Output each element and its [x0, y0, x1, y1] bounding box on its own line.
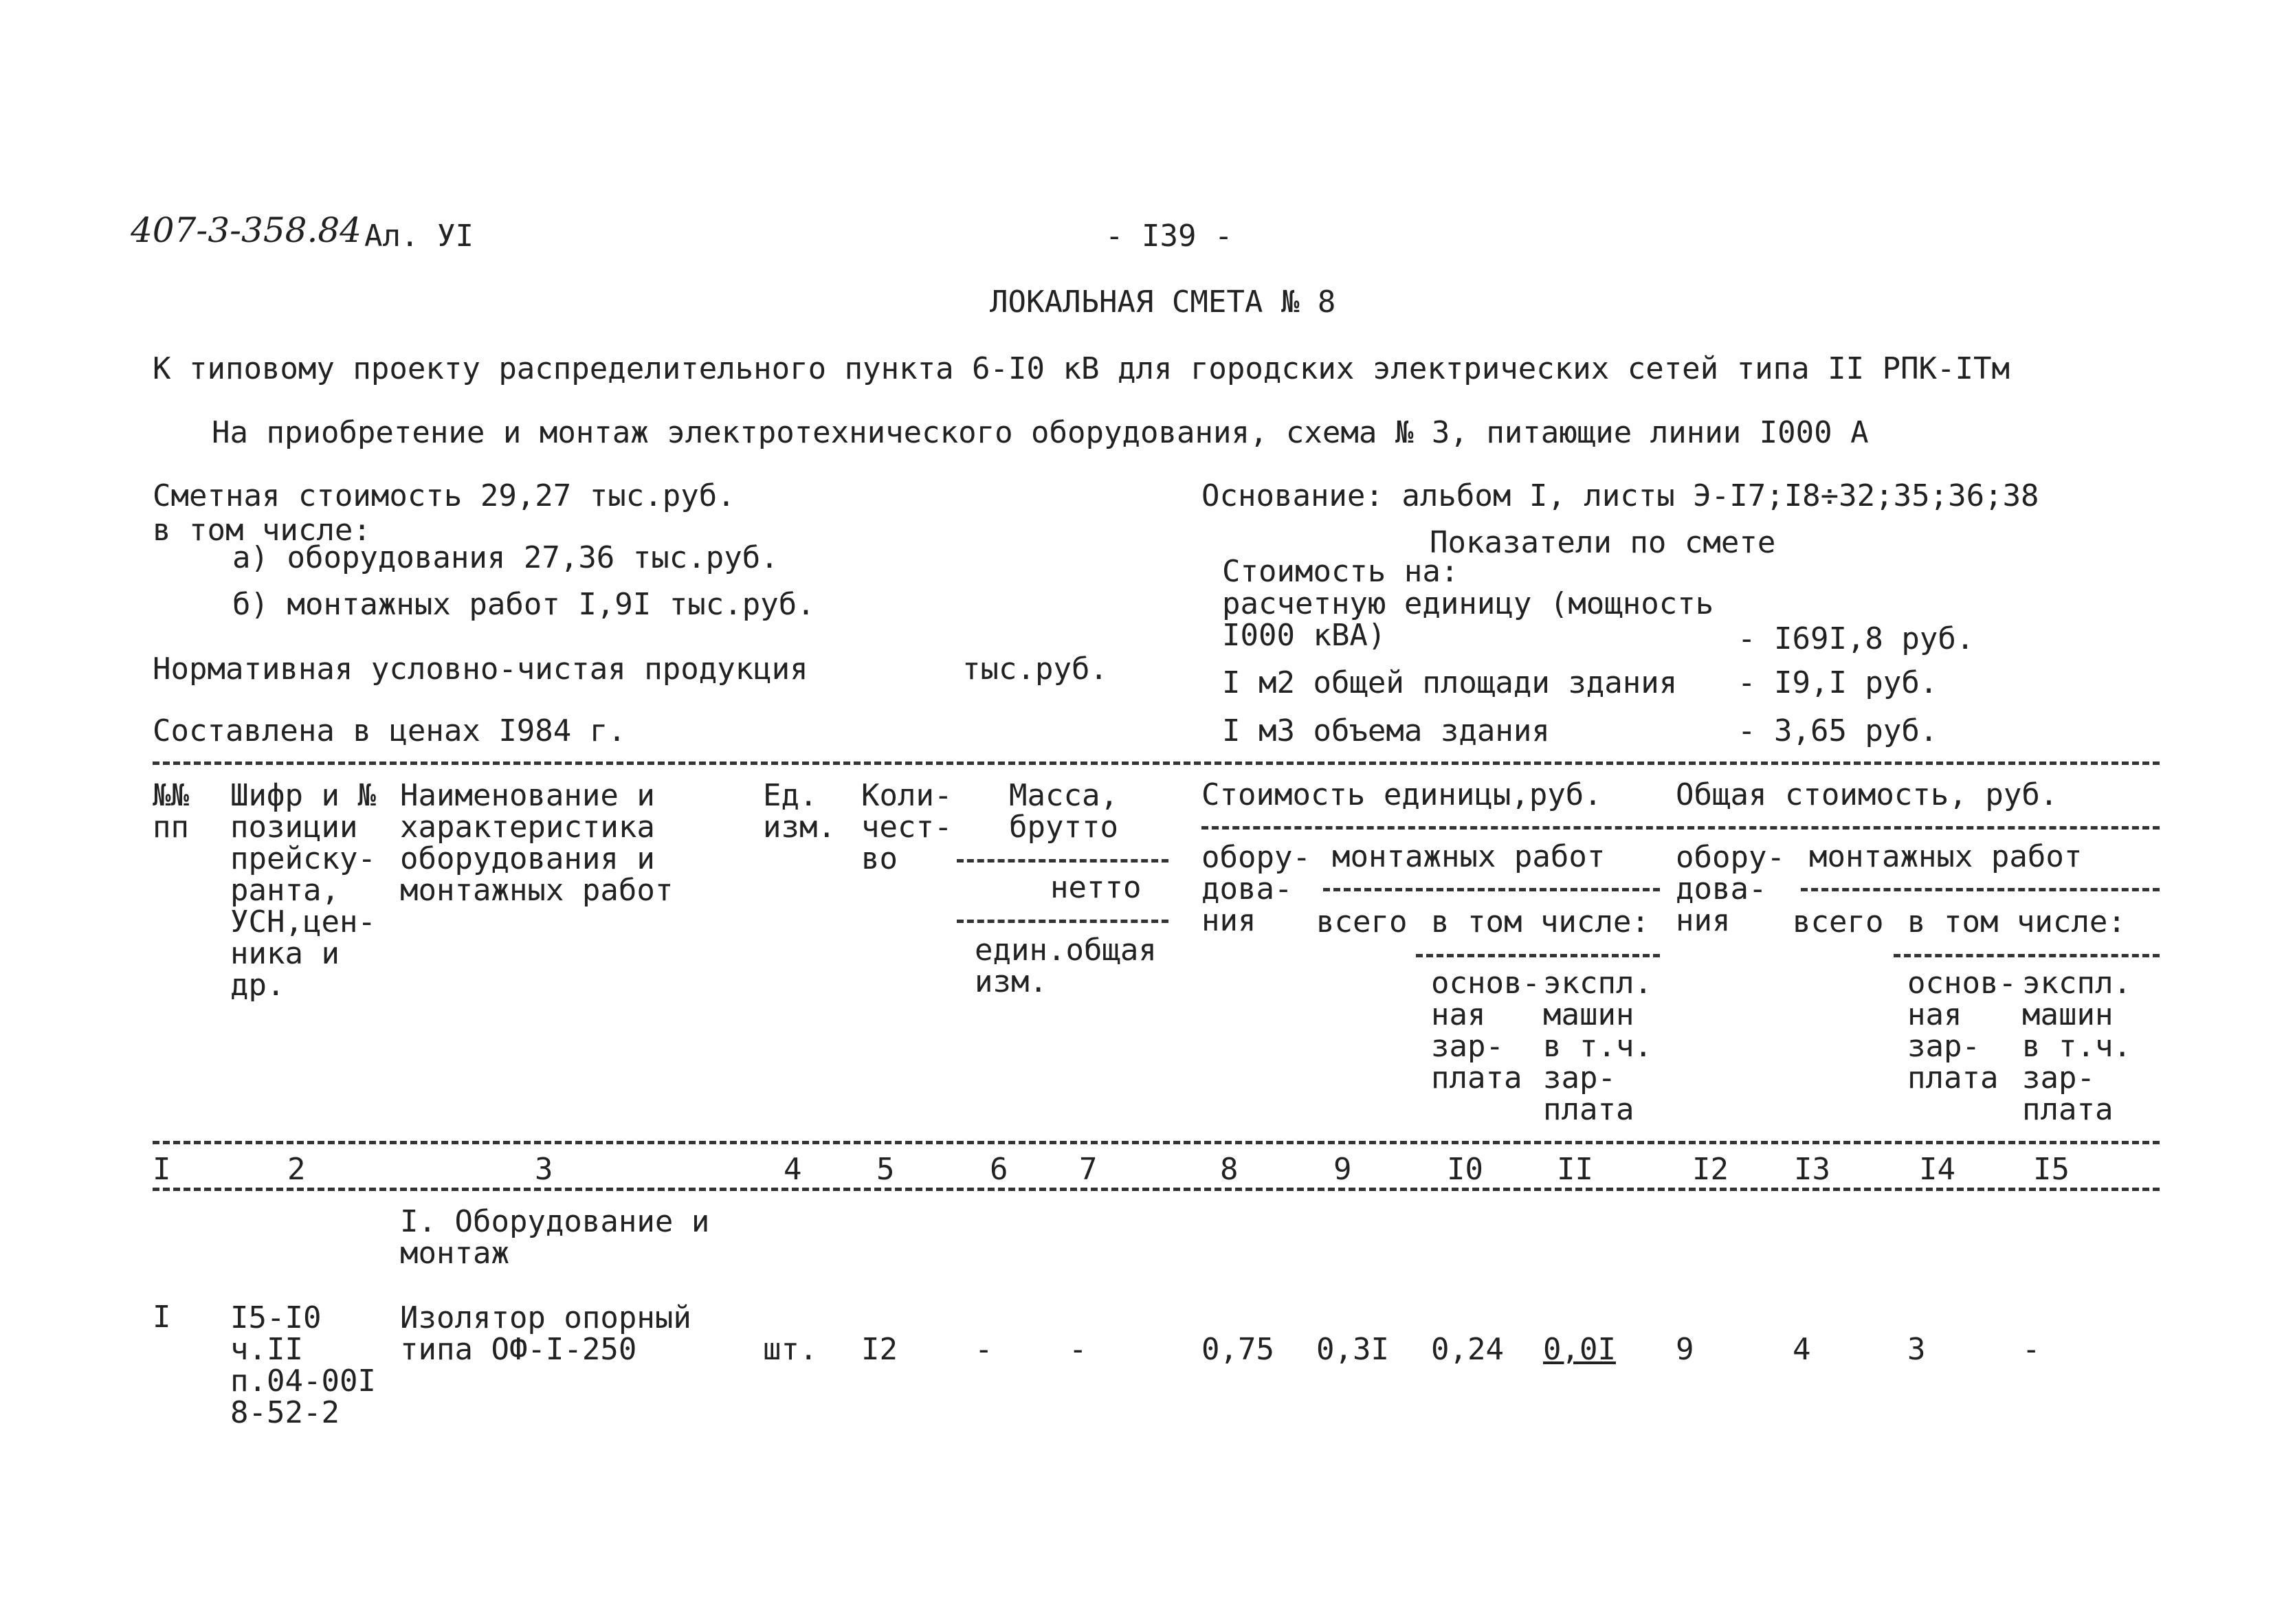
row-name: Изолятор опорный типа ОФ-I-250: [400, 1300, 691, 1367]
cost-for-label: Стоимость на:: [1222, 554, 1459, 589]
row-machine: 0,0I: [1543, 1332, 1616, 1367]
section-heading: I. Оборудование и монтаж: [400, 1204, 710, 1271]
header-mass-sub: един.общая изм.: [975, 933, 1157, 999]
header-mounting-unit: монтажных работ: [1332, 839, 1606, 874]
column-numbers-rule: [153, 1188, 2160, 1191]
header-all-unit: всего: [1316, 904, 1408, 939]
col-num-8: 8: [1220, 1152, 1239, 1187]
indicator-volume-value: - 3,65 руб.: [1738, 713, 1938, 748]
row-base-pay: 0,24: [1431, 1332, 1504, 1367]
album-number: Ал. УI: [364, 219, 474, 254]
normative-production-unit: тыс.руб.: [962, 652, 1108, 687]
col-num-4: 4: [784, 1152, 802, 1187]
header-including-total: в том числе:: [1907, 904, 2126, 939]
row-number: I: [153, 1300, 171, 1335]
indicator-unit-label: расчетную единицу (мощность I000 кВА): [1222, 586, 1714, 653]
col-num-12: I2: [1692, 1152, 1729, 1187]
estimate-cost: Сметная стоимость 29,27 тыс.руб.: [153, 478, 735, 513]
row-mounting-total: 4: [1793, 1332, 1811, 1367]
col-num-11: II: [1557, 1152, 1593, 1187]
header-bottom-rule: [153, 1141, 2160, 1144]
col-num-5: 5: [876, 1152, 895, 1187]
compiled-prices: Составлена в ценах I984 г.: [153, 713, 626, 748]
estimate-subject: На приобретение и монтаж электротехнического оборудования, схема № 3, питающие линии I000 А: [212, 415, 1869, 450]
row-unit: шт.: [763, 1332, 818, 1367]
header-machine-total: экспл. машин в т.ч. зар- плата: [2022, 966, 2131, 1127]
indicators-title: Показатели по смете: [1430, 525, 1776, 560]
indicator-unit-value: - I69I,8 руб.: [1738, 621, 1975, 656]
row-machine-total: -: [2022, 1332, 2041, 1367]
header-all-total: всего: [1793, 904, 1884, 939]
project-description: К типовому проекту распределительного пункта 6-I0 кВ для городских электрических сетей типа II РПК-IТм: [153, 351, 2010, 386]
incl-rule-total: [1894, 954, 2160, 957]
cost-rule-1: [1201, 826, 2160, 830]
row-quantity: I2: [861, 1332, 898, 1367]
col-num-10: I0: [1447, 1152, 1483, 1187]
col-num-1: I: [153, 1152, 171, 1187]
header-machine-unit: экспл. машин в т.ч. зар- плата: [1543, 966, 1652, 1127]
header-base-pay-total: основ- ная зар- плата: [1907, 966, 2017, 1095]
row-code: I5-I0 ч.II п.04-00I 8-52-2: [230, 1300, 376, 1430]
header-equipment-unit: обору- дова- ния: [1201, 840, 1311, 938]
table-top-rule: [153, 761, 2160, 765]
incl-rule-unit: [1416, 954, 1660, 957]
normative-production-label: Нормативная условно-чистая продукция: [153, 652, 808, 687]
row-mass-unit: -: [975, 1332, 993, 1367]
col-num-7: 7: [1079, 1152, 1098, 1187]
mount-rule-total: [1801, 888, 2160, 891]
mass-rule-1: [957, 859, 1168, 863]
basis: Основание: альбом I, листы Э-I7;I8÷32;35;36;38: [1201, 478, 2039, 513]
indicator-area-value: - I9,I руб.: [1738, 665, 1938, 700]
col-num-2: 2: [287, 1152, 306, 1187]
indicator-volume-label: I м3 объема здания: [1222, 713, 1550, 748]
mounting-cost: б) монтажных работ I,9I тыс.руб.: [232, 587, 815, 622]
header-total-cost: Общая стоимость, руб.: [1676, 777, 2059, 812]
document-code: 407-3-358.84: [131, 210, 362, 250]
header-row-number: №№ пп: [153, 778, 189, 845]
header-unit: Ед. изм.: [763, 778, 836, 845]
row-equipment-unit-cost: 0,75: [1201, 1332, 1274, 1367]
col-num-6: 6: [990, 1152, 1008, 1187]
equipment-cost: а) оборудования 27,36 тыс.руб.: [232, 540, 779, 575]
col-num-9: 9: [1333, 1152, 1352, 1187]
header-including-unit: в том числе:: [1431, 904, 1650, 939]
col-num-14: I4: [1919, 1152, 1955, 1187]
indicator-area-label: I м2 общей площади здания: [1222, 665, 1678, 700]
mount-rule-unit: [1323, 888, 1660, 891]
header-code: Шифр и № позиции прейску- ранта, УСН,цен- ника и др.: [230, 778, 376, 1003]
header-mass: Масса, брутто: [1009, 778, 1118, 845]
col-num-3: 3: [535, 1152, 553, 1187]
including-label: в том числе:: [153, 513, 371, 548]
header-name: Наименование и характеристика оборудования и монтажных работ: [400, 778, 674, 908]
header-netto: нетто: [1050, 870, 1142, 905]
header-quantity: Коли- чест- во: [861, 778, 953, 876]
col-num-15: I5: [2033, 1152, 2070, 1187]
row-base-pay-total: 3: [1907, 1332, 1926, 1367]
header-equipment-total: обору- дова- ния: [1676, 840, 1785, 938]
page-number: - I39 -: [1105, 219, 1233, 254]
row-mounting-all: 0,3I: [1316, 1332, 1389, 1367]
col-num-13: I3: [1794, 1152, 1830, 1187]
row-equipment-total: 9: [1676, 1332, 1694, 1367]
header-base-pay-unit: основ- ная зар- плата: [1431, 966, 1540, 1095]
mass-rule-2: [957, 920, 1168, 923]
row-mass-total: -: [1069, 1332, 1087, 1367]
header-mounting-total: монтажных работ: [1809, 839, 2083, 874]
page-title: ЛОКАЛЬНАЯ СМЕТА № 8: [990, 285, 1336, 320]
header-unit-cost: Стоимость единицы,руб.: [1201, 777, 1602, 812]
